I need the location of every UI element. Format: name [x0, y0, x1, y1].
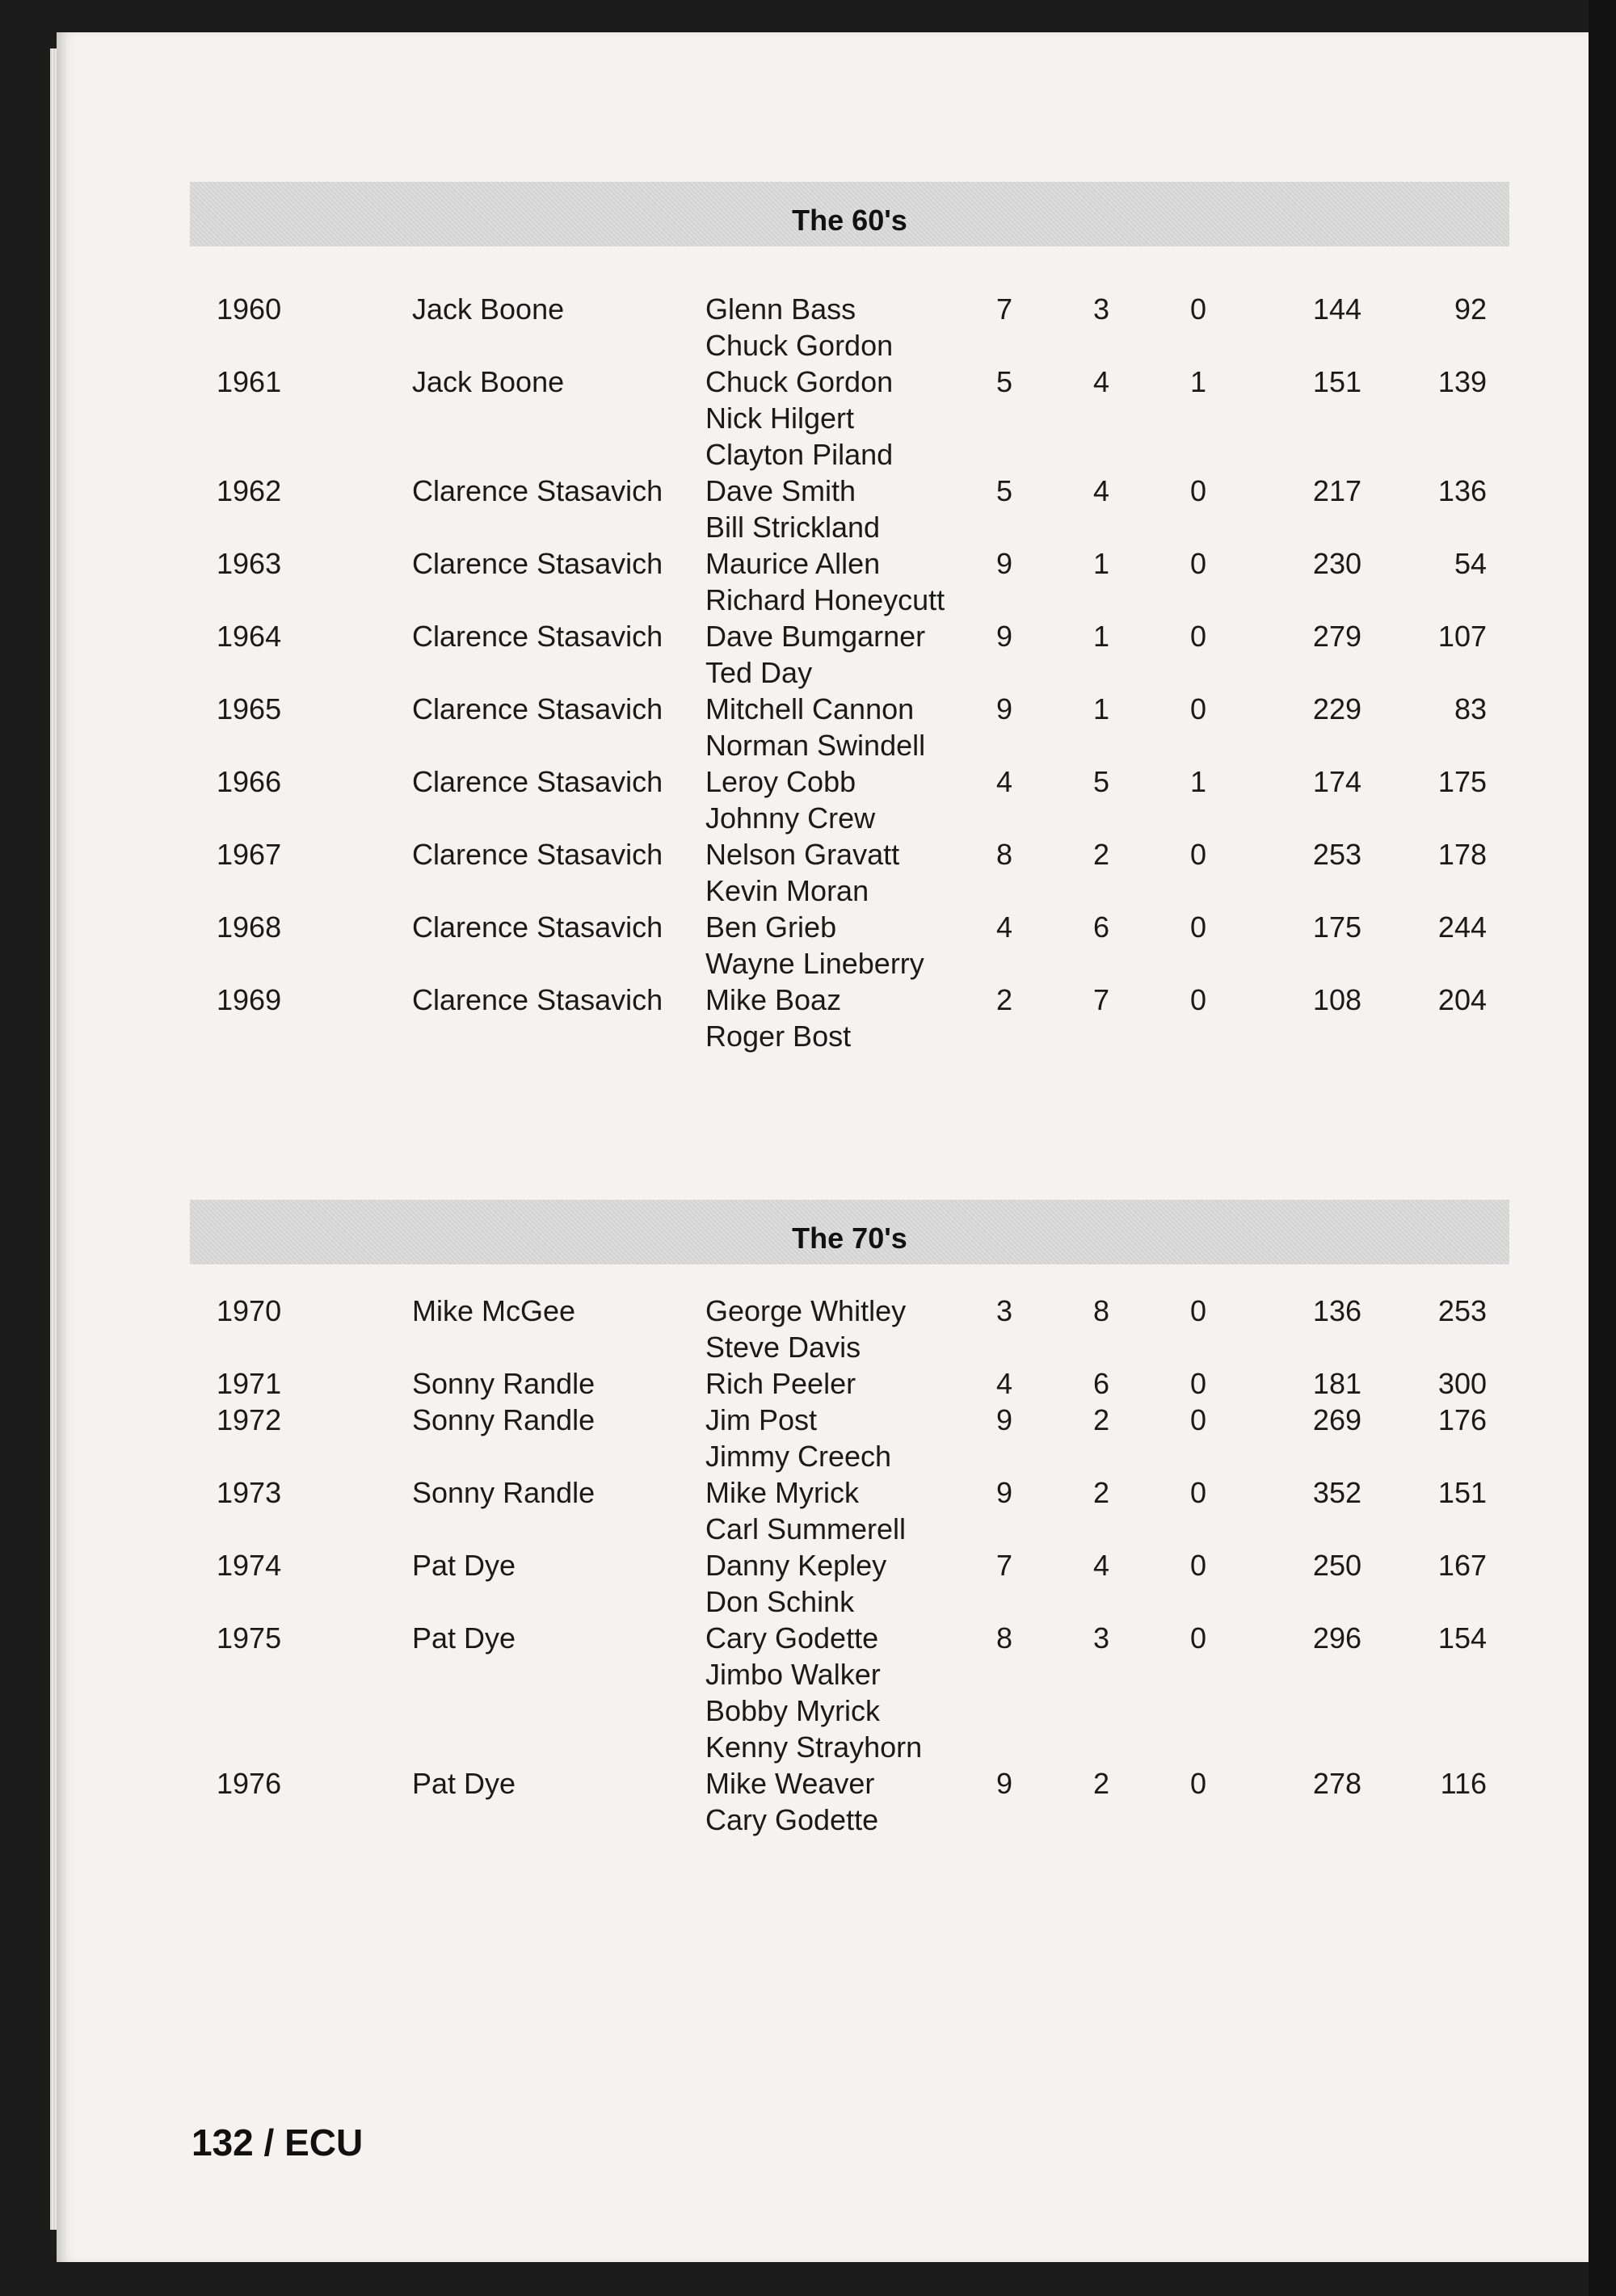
captain-name: Clayton Piland	[705, 438, 894, 471]
points-for-cell: 174	[1312, 765, 1361, 798]
coach-cell: Clarence Stasavich	[412, 692, 663, 725]
year-cell: 1967	[217, 838, 282, 871]
captain-name: Jimbo Walker	[705, 1658, 881, 1691]
wins-cell: 9	[995, 1403, 1013, 1436]
losses-cell: 6	[1092, 910, 1110, 944]
losses-cell: 2	[1092, 1476, 1110, 1509]
ties-cell: 0	[1189, 1549, 1207, 1582]
year-cell: 1969	[217, 983, 282, 1016]
coach-cell: Clarence Stasavich	[412, 765, 663, 798]
points-against-cell: 83	[1454, 692, 1487, 725]
ties-cell: 0	[1189, 1476, 1207, 1509]
losses-cell: 4	[1092, 474, 1110, 507]
coach-cell: Sonny Randle	[412, 1403, 595, 1436]
coach-cell: Pat Dye	[412, 1549, 516, 1582]
wins-cell: 4	[995, 910, 1013, 944]
coach-cell: Clarence Stasavich	[412, 983, 663, 1016]
captains-cell	[705, 836, 899, 909]
coach-cell: Clarence Stasavich	[412, 838, 663, 871]
captains-cell	[705, 1620, 922, 1765]
captains-cell	[705, 1765, 878, 1838]
captain-name: Kevin Moran	[705, 874, 869, 907]
captains-cell	[705, 982, 851, 1054]
year-cell: 1970	[217, 1294, 282, 1327]
captain-name: Richard Honeycutt	[705, 583, 945, 616]
year-cell: 1961	[217, 365, 282, 398]
captains-cell	[705, 473, 880, 545]
captain-name: Johnny Crew	[705, 801, 876, 835]
year-cell: 1968	[217, 910, 282, 944]
captain-name: Ted Day	[705, 656, 813, 689]
coach-cell: Clarence Stasavich	[412, 547, 663, 580]
losses-cell: 5	[1092, 765, 1110, 798]
captains-cell	[705, 545, 945, 618]
captain-name: Don Schink	[705, 1585, 855, 1618]
losses-cell: 7	[1092, 983, 1110, 1016]
points-for-cell: 296	[1312, 1621, 1361, 1655]
captain-name: Rich Peeler	[705, 1367, 856, 1400]
points-against-cell: 204	[1437, 983, 1487, 1016]
captain-name: Roger Bost	[705, 1020, 852, 1053]
points-for-cell: 278	[1312, 1767, 1361, 1800]
captain-name: Bill Strickland	[705, 511, 881, 544]
captain-name: Jim Post	[705, 1403, 818, 1436]
ties-cell: 0	[1189, 983, 1207, 1016]
losses-cell: 2	[1092, 1767, 1110, 1800]
captain-name: Mitchell Cannon	[705, 692, 915, 725]
wins-cell: 7	[995, 292, 1013, 326]
points-for-cell: 229	[1312, 692, 1361, 725]
captains-cell	[705, 1293, 906, 1365]
captain-name: Ben Grieb	[705, 910, 837, 944]
ties-cell: 0	[1189, 1767, 1207, 1800]
section-header-60s	[190, 182, 1509, 246]
coach-cell: Sonny Randle	[412, 1476, 595, 1509]
wins-cell: 5	[995, 365, 1013, 398]
points-against-cell: 54	[1454, 547, 1487, 580]
page-footer: 132 / ECU	[191, 2121, 364, 2164]
captain-name: Mike Myrick	[705, 1476, 859, 1509]
losses-cell: 8	[1092, 1294, 1110, 1327]
captain-name: Steve Davis	[705, 1331, 861, 1364]
captains-cell	[705, 364, 893, 473]
captains-cell	[705, 1365, 856, 1402]
coach-cell: Clarence Stasavich	[412, 910, 663, 944]
captain-name: Kenny Strayhorn	[705, 1730, 923, 1764]
points-against-cell: 175	[1437, 765, 1487, 798]
points-against-cell: 139	[1437, 365, 1487, 398]
captain-name: Maurice Allen	[705, 547, 881, 580]
captain-name: Nick Hilgert	[705, 402, 855, 435]
captain-name: Leroy Cobb	[705, 765, 856, 798]
section-header-70s	[190, 1200, 1509, 1264]
losses-cell: 1	[1092, 620, 1110, 653]
ties-cell: 0	[1189, 1294, 1207, 1327]
ties-cell: 0	[1189, 838, 1207, 871]
captains-cell	[705, 763, 875, 836]
captain-name: Jimmy Creech	[705, 1440, 892, 1473]
ties-cell: 0	[1189, 620, 1207, 653]
losses-cell: 1	[1092, 547, 1110, 580]
losses-cell: 2	[1092, 838, 1110, 871]
points-for-cell: 181	[1312, 1367, 1361, 1400]
points-against-cell: 154	[1437, 1621, 1487, 1655]
points-for-cell: 108	[1312, 983, 1361, 1016]
points-for-cell: 230	[1312, 547, 1361, 580]
coach-cell: Jack Boone	[412, 292, 565, 326]
wins-cell: 9	[995, 620, 1013, 653]
wins-cell: 4	[995, 765, 1013, 798]
points-for-cell: 253	[1312, 838, 1361, 871]
coach-cell: Mike McGee	[412, 1294, 576, 1327]
year-cell: 1971	[217, 1367, 282, 1400]
captain-name: Glenn Bass	[705, 292, 856, 326]
points-for-cell: 352	[1312, 1476, 1361, 1509]
points-for-cell: 144	[1312, 292, 1361, 326]
wins-cell: 9	[995, 1476, 1013, 1509]
wins-cell: 8	[995, 1621, 1013, 1655]
ties-cell: 0	[1189, 692, 1207, 725]
ties-cell: 0	[1189, 547, 1207, 580]
wins-cell: 3	[995, 1294, 1013, 1327]
wins-cell: 2	[995, 983, 1013, 1016]
captain-name: Norman Swindell	[705, 729, 926, 762]
captain-name: Mike Weaver	[705, 1767, 875, 1800]
points-against-cell: 253	[1437, 1294, 1487, 1327]
captains-cell	[705, 291, 893, 364]
losses-cell: 2	[1092, 1403, 1110, 1436]
wins-cell: 7	[995, 1549, 1013, 1582]
captains-cell	[705, 1547, 886, 1620]
points-against-cell: 176	[1437, 1403, 1487, 1436]
ties-cell: 1	[1189, 765, 1207, 798]
captains-cell	[705, 691, 925, 763]
coach-cell: Pat Dye	[412, 1767, 516, 1800]
losses-cell: 4	[1092, 1549, 1110, 1582]
year-cell: 1966	[217, 765, 282, 798]
losses-cell: 3	[1092, 1621, 1110, 1655]
losses-cell: 4	[1092, 365, 1110, 398]
ties-cell: 0	[1189, 1403, 1207, 1436]
wins-cell: 9	[995, 1767, 1013, 1800]
captain-name: Cary Godette	[705, 1621, 879, 1655]
wins-cell: 4	[995, 1367, 1013, 1400]
captain-name: Chuck Gordon	[705, 365, 894, 398]
points-for-cell: 269	[1312, 1403, 1361, 1436]
ties-cell: 0	[1189, 474, 1207, 507]
wins-cell: 5	[995, 474, 1013, 507]
points-for-cell: 175	[1312, 910, 1361, 944]
year-cell: 1975	[217, 1621, 282, 1655]
captain-name: Chuck Gordon	[705, 329, 894, 362]
coach-cell: Sonny Randle	[412, 1367, 595, 1400]
points-against-cell: 244	[1437, 910, 1487, 944]
year-cell: 1976	[217, 1767, 282, 1800]
points-for-cell: 250	[1312, 1549, 1361, 1582]
points-against-cell: 178	[1437, 838, 1487, 871]
coach-cell: Jack Boone	[412, 365, 565, 398]
year-cell: 1973	[217, 1476, 282, 1509]
captains-cell	[705, 1402, 891, 1474]
section-title: The 60's	[792, 204, 907, 237]
points-against-cell: 136	[1437, 474, 1487, 507]
year-cell: 1960	[217, 292, 282, 326]
year-cell: 1962	[217, 474, 282, 507]
captain-name: Dave Smith	[705, 474, 856, 507]
losses-cell: 1	[1092, 692, 1110, 725]
points-for-cell: 217	[1312, 474, 1361, 507]
ties-cell: 0	[1189, 1367, 1207, 1400]
ties-cell: 0	[1189, 1621, 1207, 1655]
points-for-cell: 279	[1312, 620, 1361, 653]
coach-cell: Clarence Stasavich	[412, 474, 663, 507]
ties-cell: 0	[1189, 292, 1207, 326]
wins-cell: 8	[995, 838, 1013, 871]
points-against-cell: 107	[1437, 620, 1487, 653]
points-against-cell: 116	[1440, 1767, 1487, 1800]
captains-cell	[705, 618, 925, 691]
points-against-cell: 300	[1437, 1367, 1487, 1400]
year-cell: 1964	[217, 620, 282, 653]
coach-cell: Clarence Stasavich	[412, 620, 663, 653]
captain-name: Danny Kepley	[705, 1549, 887, 1582]
captains-cell	[705, 1474, 906, 1547]
captain-name: Bobby Myrick	[705, 1694, 881, 1727]
captain-name: Carl Summerell	[705, 1512, 907, 1545]
wins-cell: 9	[995, 547, 1013, 580]
ties-cell: 0	[1189, 910, 1207, 944]
wins-cell: 9	[995, 692, 1013, 725]
captains-cell	[705, 909, 924, 982]
losses-cell: 6	[1092, 1367, 1110, 1400]
year-cell: 1972	[217, 1403, 282, 1436]
coach-cell: Pat Dye	[412, 1621, 516, 1655]
points-against-cell: 92	[1454, 292, 1487, 326]
binding-strip	[1589, 0, 1616, 2296]
points-for-cell: 151	[1312, 365, 1361, 398]
captain-name: Mike Boaz	[705, 983, 842, 1016]
points-for-cell: 136	[1312, 1294, 1361, 1327]
captain-name: Cary Godette	[705, 1803, 879, 1836]
section-title: The 70's	[792, 1222, 907, 1255]
year-cell: 1974	[217, 1549, 282, 1582]
captain-name: Dave Bumgarner	[705, 620, 926, 653]
year-cell: 1965	[217, 692, 282, 725]
ties-cell: 1	[1189, 365, 1207, 398]
losses-cell: 3	[1092, 292, 1110, 326]
captain-name: Wayne Lineberry	[705, 947, 924, 980]
year-cell: 1963	[217, 547, 282, 580]
points-against-cell: 167	[1437, 1549, 1487, 1582]
captain-name: Nelson Gravatt	[705, 838, 900, 871]
points-against-cell: 151	[1437, 1476, 1487, 1509]
captain-name: George Whitley	[705, 1294, 907, 1327]
